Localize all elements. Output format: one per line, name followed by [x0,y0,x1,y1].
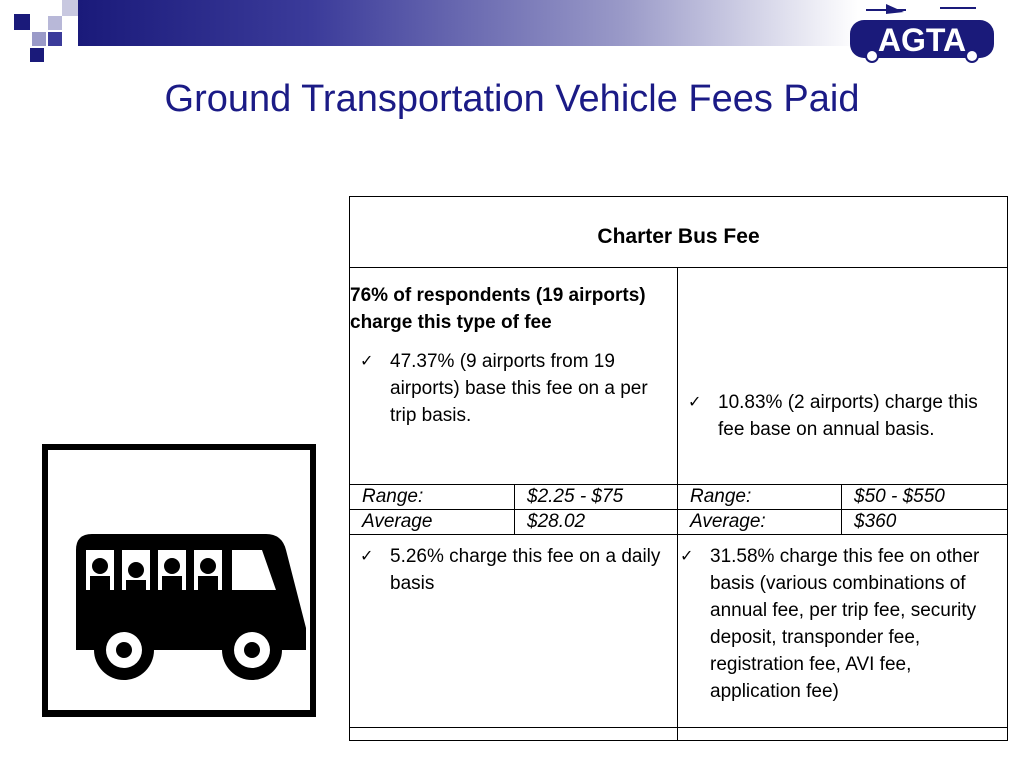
corner-square [62,0,78,16]
average-value-right: $360 [842,510,1008,535]
range-label-left: Range: [350,485,515,510]
svg-text:AGTA: AGTA [877,22,967,58]
empty-cell [678,728,1008,741]
empty-cell [350,728,678,741]
corner-square [48,32,62,46]
check-icon: ✓ [680,548,694,565]
range-value-left: $2.25 - $75 [515,485,678,510]
list-item [678,543,1007,705]
annual-cell [678,268,1008,485]
check-icon: ✓ [360,353,374,370]
list-item [678,389,1007,443]
other-basis-bullet: 31.58% charge this fee on other basis (various combinations of annual fee, per trip fee, security deposit, transponder fee, registration fee, AVI fee, application fee) [710,546,980,702]
check-icon: ✓ [360,548,374,565]
daily-cell [350,535,678,728]
table-row [350,485,1008,510]
other-basis-cell [678,535,1008,728]
range-value-right: $50 - $550 [842,485,1008,510]
per-trip-cell [350,268,678,485]
bus-sign-icon [42,444,316,717]
table-header: Charter Bus Fee [350,197,1008,268]
corner-square [14,14,30,30]
list-item [350,348,677,429]
summary-text: 76% of respondents (19 airports) charge this type of fee [350,285,646,333]
range-label-right: Range: [678,485,842,510]
per-trip-bullet: 47.37% (9 airports from 19 airports) base this fee on a per trip basis. [390,351,648,426]
annual-bullet: 10.83% (2 airports) charge this fee base on annual basis. [718,392,978,440]
table-row [350,510,1008,535]
corner-square [30,48,44,62]
corner-square [48,16,62,30]
check-icon: ✓ [688,394,702,411]
average-value-left: $28.02 [515,510,678,535]
daily-bullet: 5.26% charge this fee on a daily basis [390,546,661,594]
agta-logo [846,2,998,64]
list-item [350,543,677,597]
header-bar [78,0,858,46]
average-label-right: Average: [678,510,842,535]
corner-square [32,32,46,46]
page-title: Ground Transportation Vehicle Fees Paid [164,78,860,120]
average-label-left: Average [350,510,515,535]
charter-bus-fee-table [349,196,1008,741]
